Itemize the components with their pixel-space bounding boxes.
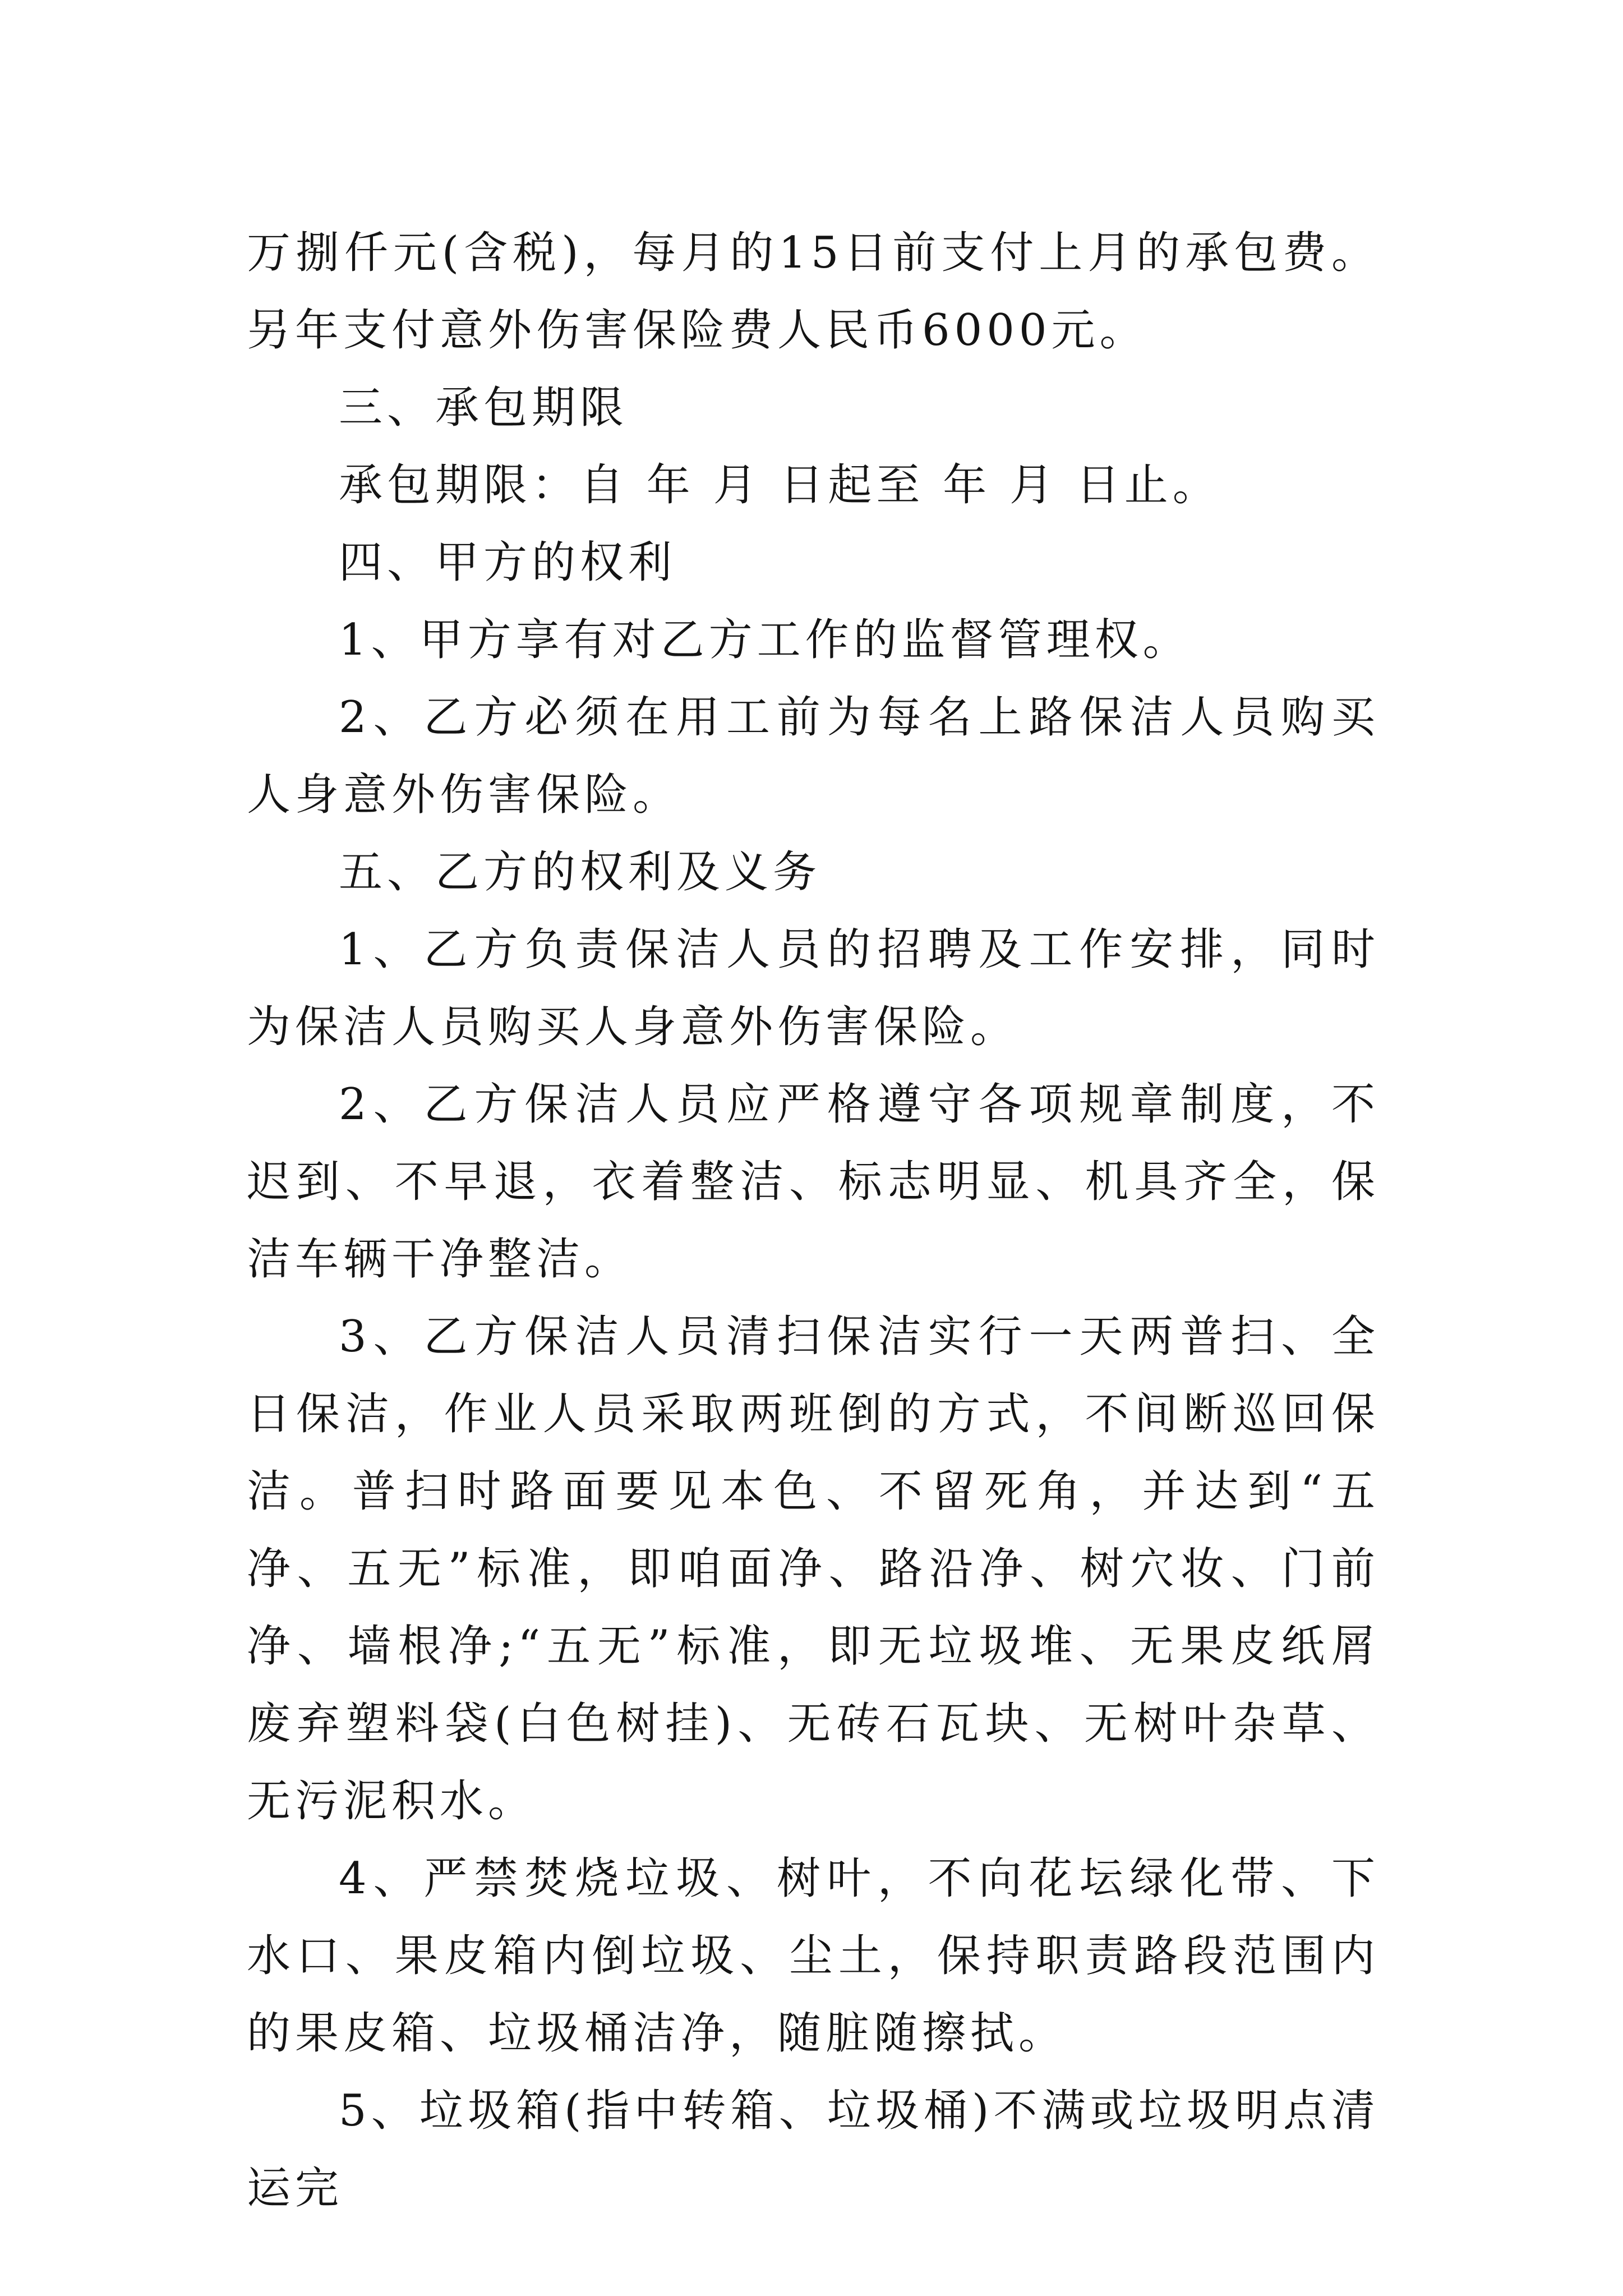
heading-party-b-rights: 五、乙方的权利及义务 [339, 847, 822, 898]
paragraph-party-a-right-1: 1、甲方享有对乙方工作的监督管理权。 [339, 615, 1191, 665]
paragraph-party-b-duty-1: 1、乙方负责保洁人员的招聘及工作安排，同时为保洁人员购买人身意外伤害保险。 [247, 924, 1380, 1052]
heading-contract-period: 三、承包期限 [339, 383, 629, 433]
paragraph-party-b-duty-4: 4、严禁焚烧垃圾、树叶，不向花坛绿化带、下水口、果皮箱内倒垃圾、尘土，保持职责路段范围内的果皮箱、垃圾桶洁净，随脏随擦拭。 [247, 1853, 1380, 2059]
paragraph-party-b-duty-2: 2、乙方保洁人员应严格遵守各项规章制度，不迟到、不早退，衣着整洁、标志明显、机具齐全，保洁车辆干净整洁。 [247, 1079, 1380, 1285]
paragraph-fee-payment: 万捌仟元(含税)，每月的15日前支付上月的承包费。另年支付意外伤害保险费人民币6000元。 [247, 228, 1380, 356]
paragraph-party-b-duty-5: 5、垃圾箱(指中转箱、垃圾桶)不满或垃圾明点清运完 [247, 2086, 1380, 2214]
paragraph-party-a-right-2: 2、乙方必须在用工前为每名上路保洁人员购买人身意外伤害保险。 [247, 692, 1380, 820]
heading-party-a-rights: 四、甲方的权利 [339, 537, 677, 588]
paragraph-contract-period: 承包期限：自 年 月 日起至 年 月 日止。 [339, 460, 1221, 510]
paragraph-party-b-duty-3: 3、乙方保洁人员清扫保洁实行一天两普扫、全日保洁，作业人员采取两班倒的方式，不间断巡回保洁。普扫时路面要见本色、不留死角，并达到“五净、五无”标准，即咱面净、路沿净、树穴妆、门前净、墙根净;“五无”标准，即无垃圾堆、无果皮纸屑废弃塑料袋(白色树挂)、无砖石瓦块、无树叶杂草、无污泥积水。 [247, 1312, 1380, 1826]
document-body [247, 214, 1380, 2227]
